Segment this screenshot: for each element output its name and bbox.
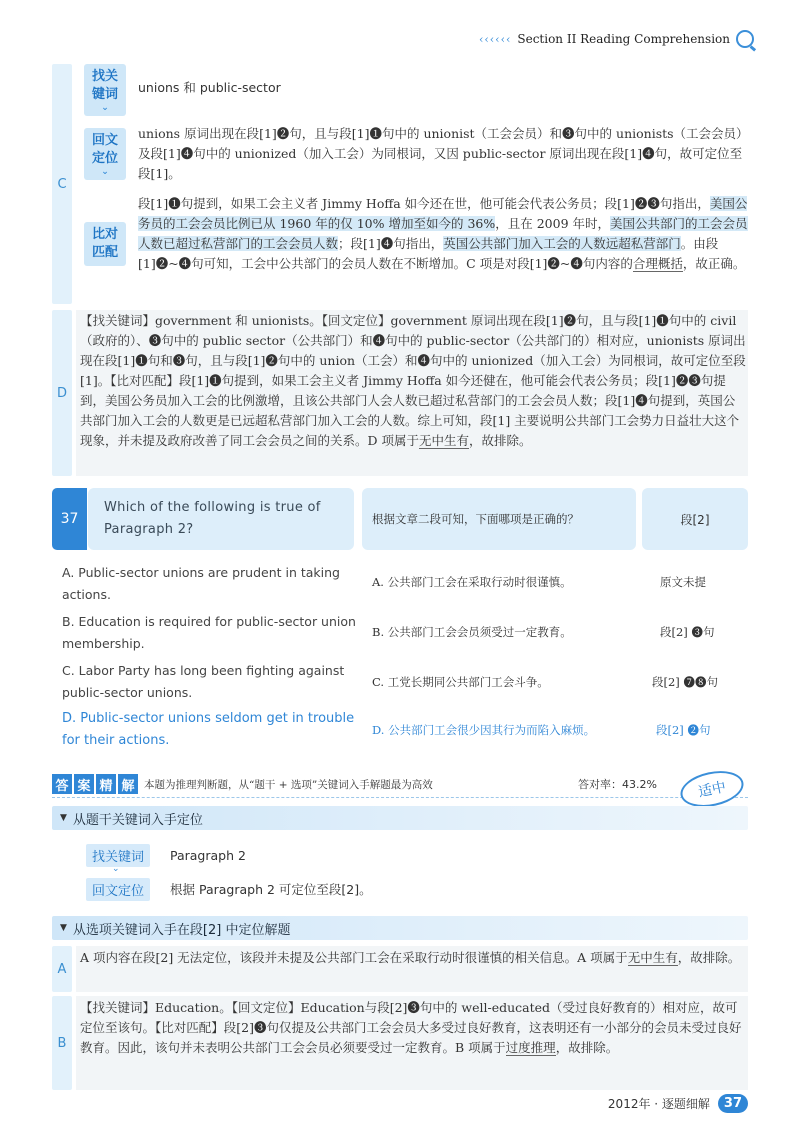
step-text-locate: unions 原词出现在段[1]❷句，且与段[1]❶句中的 unionist（工会会员）和❸句中的 unionists（工会会员）及段[1]❹句中的 unionized（加入工会）为同根词，又因 public-sector 原词出现在段[1]❹句，故可定位至段[1]。 [138,126,749,181]
tag-find-keywords: 找关键词 [86,844,150,867]
section-bar-stem: ▼ 从题干关键词入手定位 [52,806,748,830]
highlight: 美国公共部门的工会会员人数已超过私营部门的工会会员人数 [138,216,748,251]
underline: 合理概括 [632,256,683,271]
triangle-down-icon: ▼ [60,813,67,823]
step-label-find-keywords: 找关键词 ⌄ [84,64,126,116]
running-header [479,30,754,48]
tag-locate: 回文定位 [86,878,150,901]
section-title: Section II Reading Comprehension [517,32,730,46]
book-title: 2012年 · 逐题细解 [607,1097,710,1111]
answer-analysis-tag: 答 案 精 解 [52,774,138,794]
search-icon [736,30,754,48]
chevron-down-icon: ⌄ [101,103,109,113]
answer-note: 本题为推理判断题，从“题干 + 选项”关键词入手解题最为高效 [144,779,433,791]
question-stem-zh-box [362,488,636,550]
highlight: 英国公共部门加入工会的人数远超私营部门 [443,236,681,251]
choice-b-loc: 段[2] ❸句 [660,625,715,639]
option-b-letter: B [52,996,72,1090]
choice-a-loc: 原文未提 [660,575,706,589]
option-a-analysis: A 项内容在段[2] 无法定位，该段并未提及公共部门工会在采取行动时很谨慎的相关信息。A 项属于无中生有，故排除。 [80,950,741,965]
question-stem-en-box [88,488,354,550]
header-arrows: ‹‹‹‹‹‹ [478,32,512,46]
question-number: 37 [52,488,87,550]
difficulty-stamp: 适中 [677,766,747,813]
choice-b-en: B. Education is required for public-sector union membership. [62,614,356,651]
option-a-letter: A [52,946,72,992]
step-label-locate: 回文定位 ⌄ [84,128,126,180]
question-ref: 段[2] [680,512,710,527]
page-footer [608,1094,748,1113]
choice-a-zh: A. 公共部门工会在采取行动时很谨慎。 [372,575,572,589]
question-stem-zh: 根据文章二段可知，下面哪项是正确的？ [372,512,579,526]
stem-keywords: Paragraph 2 [170,848,246,863]
choice-c-zh: C. 工党长期同公共部门工会斗争。 [372,675,549,689]
divider [52,797,748,798]
choice-a-en: A. Public-sector unions are prudent in taking actions. [62,565,340,602]
underline: 无中生有 [627,950,678,965]
option-d-analysis: 【找关键词】government 和 unionists。【回文定位】government 原词出现在段[1]❷句，且与段[1]❶句中的 civil（政府的）、❸句中的 public sector（公共部门）和❹句中的 public-sector（公共部门的）相对应，unionists 原词出现在段[1]❶句和❸句，且与段[1]❷句中的 union（工会）和❹句中的 unionized（加入工会）为同根词，故可定位至段[1]。【比对匹配】段[1]❶句提到，如果工会主义者 Jimmy Hoffa 如今还健在，他可能会代表公务员；段[1]❷❸句提到，美国公务员加入工会的比例激增，且该公共部门人会人数已超过私营部门的工会会员人数；段[1]❹句提到，英国公共部门加入工会的人数更是已远超私营部门加入工会的人数。综上可知，段[1] 主要说明公共部门工会势力日益壮大这个现象，并未提及政府改善了同工会会员之间的关系。D 项属于无中生有，故排除。 [80,313,746,448]
step-label-match: 比对匹配 [84,222,126,266]
choice-d-en-correct: D. Public-sector unions seldom get in trouble for their actions. [62,711,355,748]
option-c-letter: C [52,64,72,304]
chevron-down-icon: ⌄ [112,864,120,874]
choice-b-zh: B. 公共部门工会会员须受过一定教育。 [372,625,572,639]
question-stem-en: Which of the following is true of Paragraph 2? [104,500,321,537]
choice-c-loc: 段[2] ❼❽句 [652,675,718,689]
page-number: 37 [718,1094,748,1113]
accuracy-rate: 答对率：43.2% [578,778,657,791]
section-bar-options: ▼ 从选项关键词入手在段[2] 中定位解题 [52,916,748,940]
underline: 过度推理 [505,1040,556,1055]
triangle-down-icon: ▼ [60,923,67,933]
underline: 无中生有 [419,433,470,448]
choice-d-loc-correct: 段[2] ❷句 [656,723,711,737]
option-d-letter: D [52,310,72,476]
option-b-analysis: 【找关键词】Education。【回文定位】Education与段[2]❸句中的 well-educated（受过良好教育的）相对应，故可定位至该句。【比对匹配】段[2]❸句仅提及公共部门工会会员大多受过良好教育，这表明还有一小部分的会员未受过良好教育。因此，该句并未表明公共部门工会会员必须要受过一定教育。B 项属于过度推理，故排除。 [80,1000,742,1055]
step-text-match: 段[1]❶句提到，如果工会主义者 Jimmy Hoffa 如今还在世，他可能会代表公务员；段[1]❷❸句指出，美国公务员的工会会员比例已从 1960 年的仅 10% 增加至如今的 36%，且在 2009 年时，美国公共部门的工会会员人数已超过私营部门的工会会员人数；段[1]❹句指出，英国公共部门加入工会的人数远超私营部门。由段[1]❷~❹句可知，工会中公共部门的会员人数在不断增加。C 项是对段[1]❷~❹句内容的合理概括，故正确。 [138,196,748,271]
step-text-keywords: unions 和 public-sector [138,80,281,95]
choice-d-zh-correct: D. 公共部门工会很少因其行为而陷入麻烦。 [372,723,596,737]
stem-locate: 根据 Paragraph 2 可定位至段[2]。 [170,882,372,897]
highlight: 美国公务员的工会会员比例已从 1960 年的仅 10% 增加至如今的 36% [138,196,748,231]
choice-c-en: C. Labor Party has long been fighting against public-sector unions. [62,663,345,700]
question-ref-box [642,488,748,550]
chevron-down-icon: ⌄ [101,167,109,177]
